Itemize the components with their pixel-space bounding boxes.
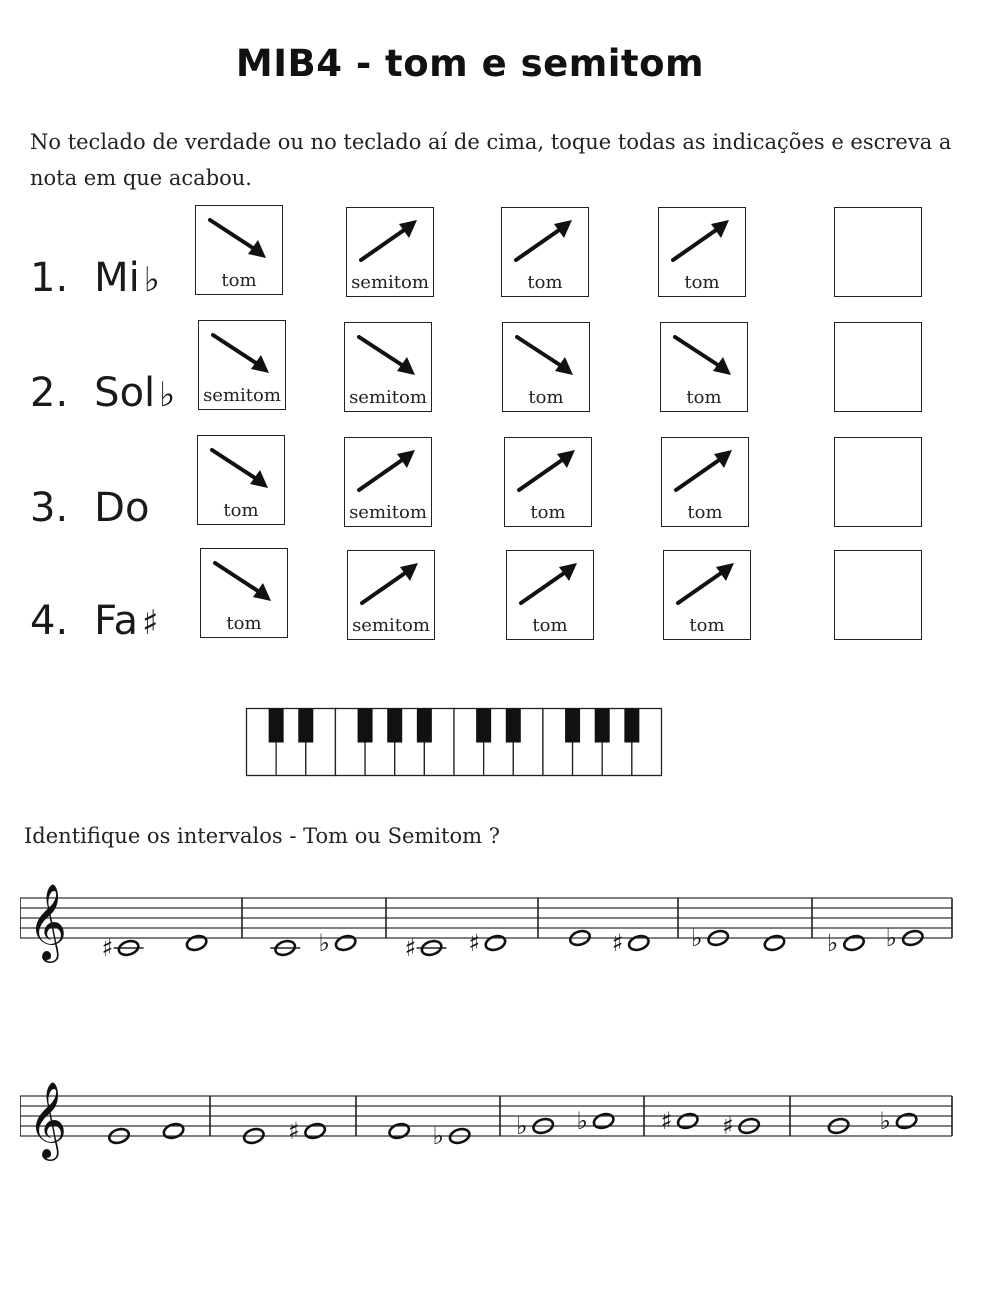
interval-question: Identifique os intervalos - Tom ou Semitom ? [24, 824, 500, 848]
step-label: tom [687, 502, 723, 523]
step-card [200, 548, 288, 638]
black-key[interactable] [417, 709, 432, 743]
step-label: tom [530, 502, 566, 523]
step-card [502, 322, 590, 412]
step-card [661, 437, 749, 527]
exercise-1-start-note [30, 255, 160, 301]
step-label: tom [528, 387, 564, 408]
black-key[interactable] [565, 709, 580, 743]
step-label: semitom [203, 385, 281, 406]
black-key[interactable] [595, 709, 610, 743]
flat-symbol: ♭ [827, 929, 839, 957]
step-label: semitom [352, 615, 430, 636]
arrow-up-right-icon [513, 444, 581, 496]
step-card [195, 205, 283, 295]
note-name: Sol [94, 370, 156, 416]
flat-symbol: ♭ [516, 1112, 528, 1140]
whole-note [612, 929, 651, 957]
sharp-symbol: ♯ [142, 603, 159, 643]
step-card [346, 207, 434, 297]
treble-clef-icon: 𝄞 [28, 883, 68, 960]
step-card [660, 322, 748, 412]
flat-symbol: ♭ [885, 924, 898, 952]
sharp-symbol: ♯ [404, 934, 417, 962]
music-staff-1 [20, 862, 970, 982]
sharp-symbol: ♯ [611, 929, 624, 957]
exercise-3-start-note [30, 485, 149, 531]
sharp-symbol: ♯ [660, 1107, 673, 1135]
flat-symbol: ♭ [143, 260, 160, 300]
step-label: tom [686, 387, 722, 408]
step-card [658, 207, 746, 297]
whole-note [185, 934, 208, 953]
black-key[interactable] [298, 709, 313, 743]
note-name: Fa [94, 598, 139, 644]
answer-box[interactable] [834, 207, 922, 297]
arrow-up-right-icon [672, 557, 740, 609]
step-card [197, 435, 285, 525]
step-card [198, 320, 286, 410]
exercise-number: 4. [30, 598, 69, 644]
step-card [347, 550, 435, 640]
step-label: tom [223, 500, 259, 521]
whole-note [468, 929, 507, 957]
arrow-down-right-icon [353, 329, 421, 381]
sharp-symbol: ♯ [288, 1117, 300, 1145]
arrow-down-right-icon [209, 555, 277, 607]
whole-note [162, 1122, 185, 1141]
step-card [663, 550, 751, 640]
black-key[interactable] [387, 709, 402, 743]
flat-symbol: ♭ [159, 375, 176, 415]
step-label: semitom [349, 387, 427, 408]
flat-symbol: ♭ [576, 1107, 589, 1135]
sharp-symbol: ♯ [468, 929, 481, 957]
arrow-up-right-icon [510, 214, 578, 266]
whole-note [661, 1107, 700, 1135]
piano-keyboard [245, 707, 663, 777]
whole-note [270, 939, 300, 958]
music-staff-2 [20, 1060, 970, 1180]
page-title: MIB4 - tom e semitom [235, 42, 705, 85]
step-card [344, 322, 432, 412]
arrow-up-right-icon [355, 214, 423, 266]
whole-note [288, 1117, 327, 1145]
step-label: tom [684, 272, 720, 293]
instructions-text: No teclado de verdade ou no teclado aí de cima, toque todas as indicações e escreva a nota em que acabou. [30, 130, 952, 190]
arrow-up-right-icon [670, 444, 738, 496]
answer-box[interactable] [834, 550, 922, 640]
black-key[interactable] [358, 709, 373, 743]
exercise-number: 2. [30, 370, 69, 416]
step-label: tom [689, 615, 725, 636]
step-card [344, 437, 432, 527]
arrow-down-right-icon [206, 442, 274, 494]
arrow-down-right-icon [207, 327, 275, 379]
flat-symbol: ♭ [691, 924, 703, 952]
exercise-number: 3. [30, 485, 69, 531]
step-card [506, 550, 594, 640]
black-key[interactable] [476, 709, 491, 743]
whole-note [880, 1107, 919, 1135]
black-key[interactable] [624, 709, 639, 743]
whole-note [827, 929, 866, 957]
step-label: semitom [351, 272, 429, 293]
arrow-up-right-icon [667, 214, 735, 266]
whole-note [319, 929, 358, 957]
arrow-down-right-icon [669, 329, 737, 381]
whole-note [763, 934, 786, 953]
exercise-number: 1. [30, 255, 69, 301]
arrow-down-right-icon [511, 329, 579, 381]
sharp-symbol: ♯ [101, 934, 114, 962]
flat-symbol: ♭ [432, 1122, 445, 1150]
arrow-up-right-icon [353, 444, 421, 496]
step-card [504, 437, 592, 527]
flat-symbol: ♭ [318, 929, 331, 957]
whole-note [388, 1122, 411, 1141]
answer-box[interactable] [834, 437, 922, 527]
whole-note [577, 1107, 616, 1135]
step-label: semitom [349, 502, 427, 523]
treble-clef-icon: 𝄞 [28, 1081, 68, 1158]
step-label: tom [221, 270, 257, 291]
note-name: Do [94, 485, 150, 531]
arrow-down-right-icon [204, 212, 272, 264]
black-key[interactable] [506, 709, 521, 743]
exercise-4-start-note [30, 598, 158, 644]
step-label: tom [532, 615, 568, 636]
arrow-up-right-icon [515, 557, 583, 609]
note-name: Mi [94, 255, 140, 301]
flat-symbol: ♭ [879, 1107, 891, 1135]
exercise-2-start-note [30, 370, 175, 416]
answer-box[interactable] [834, 322, 922, 412]
step-label: tom [527, 272, 563, 293]
step-card [501, 207, 589, 297]
arrow-up-right-icon [356, 557, 424, 609]
sharp-symbol: ♯ [722, 1112, 734, 1140]
black-key[interactable] [269, 709, 284, 743]
step-label: tom [226, 613, 262, 634]
